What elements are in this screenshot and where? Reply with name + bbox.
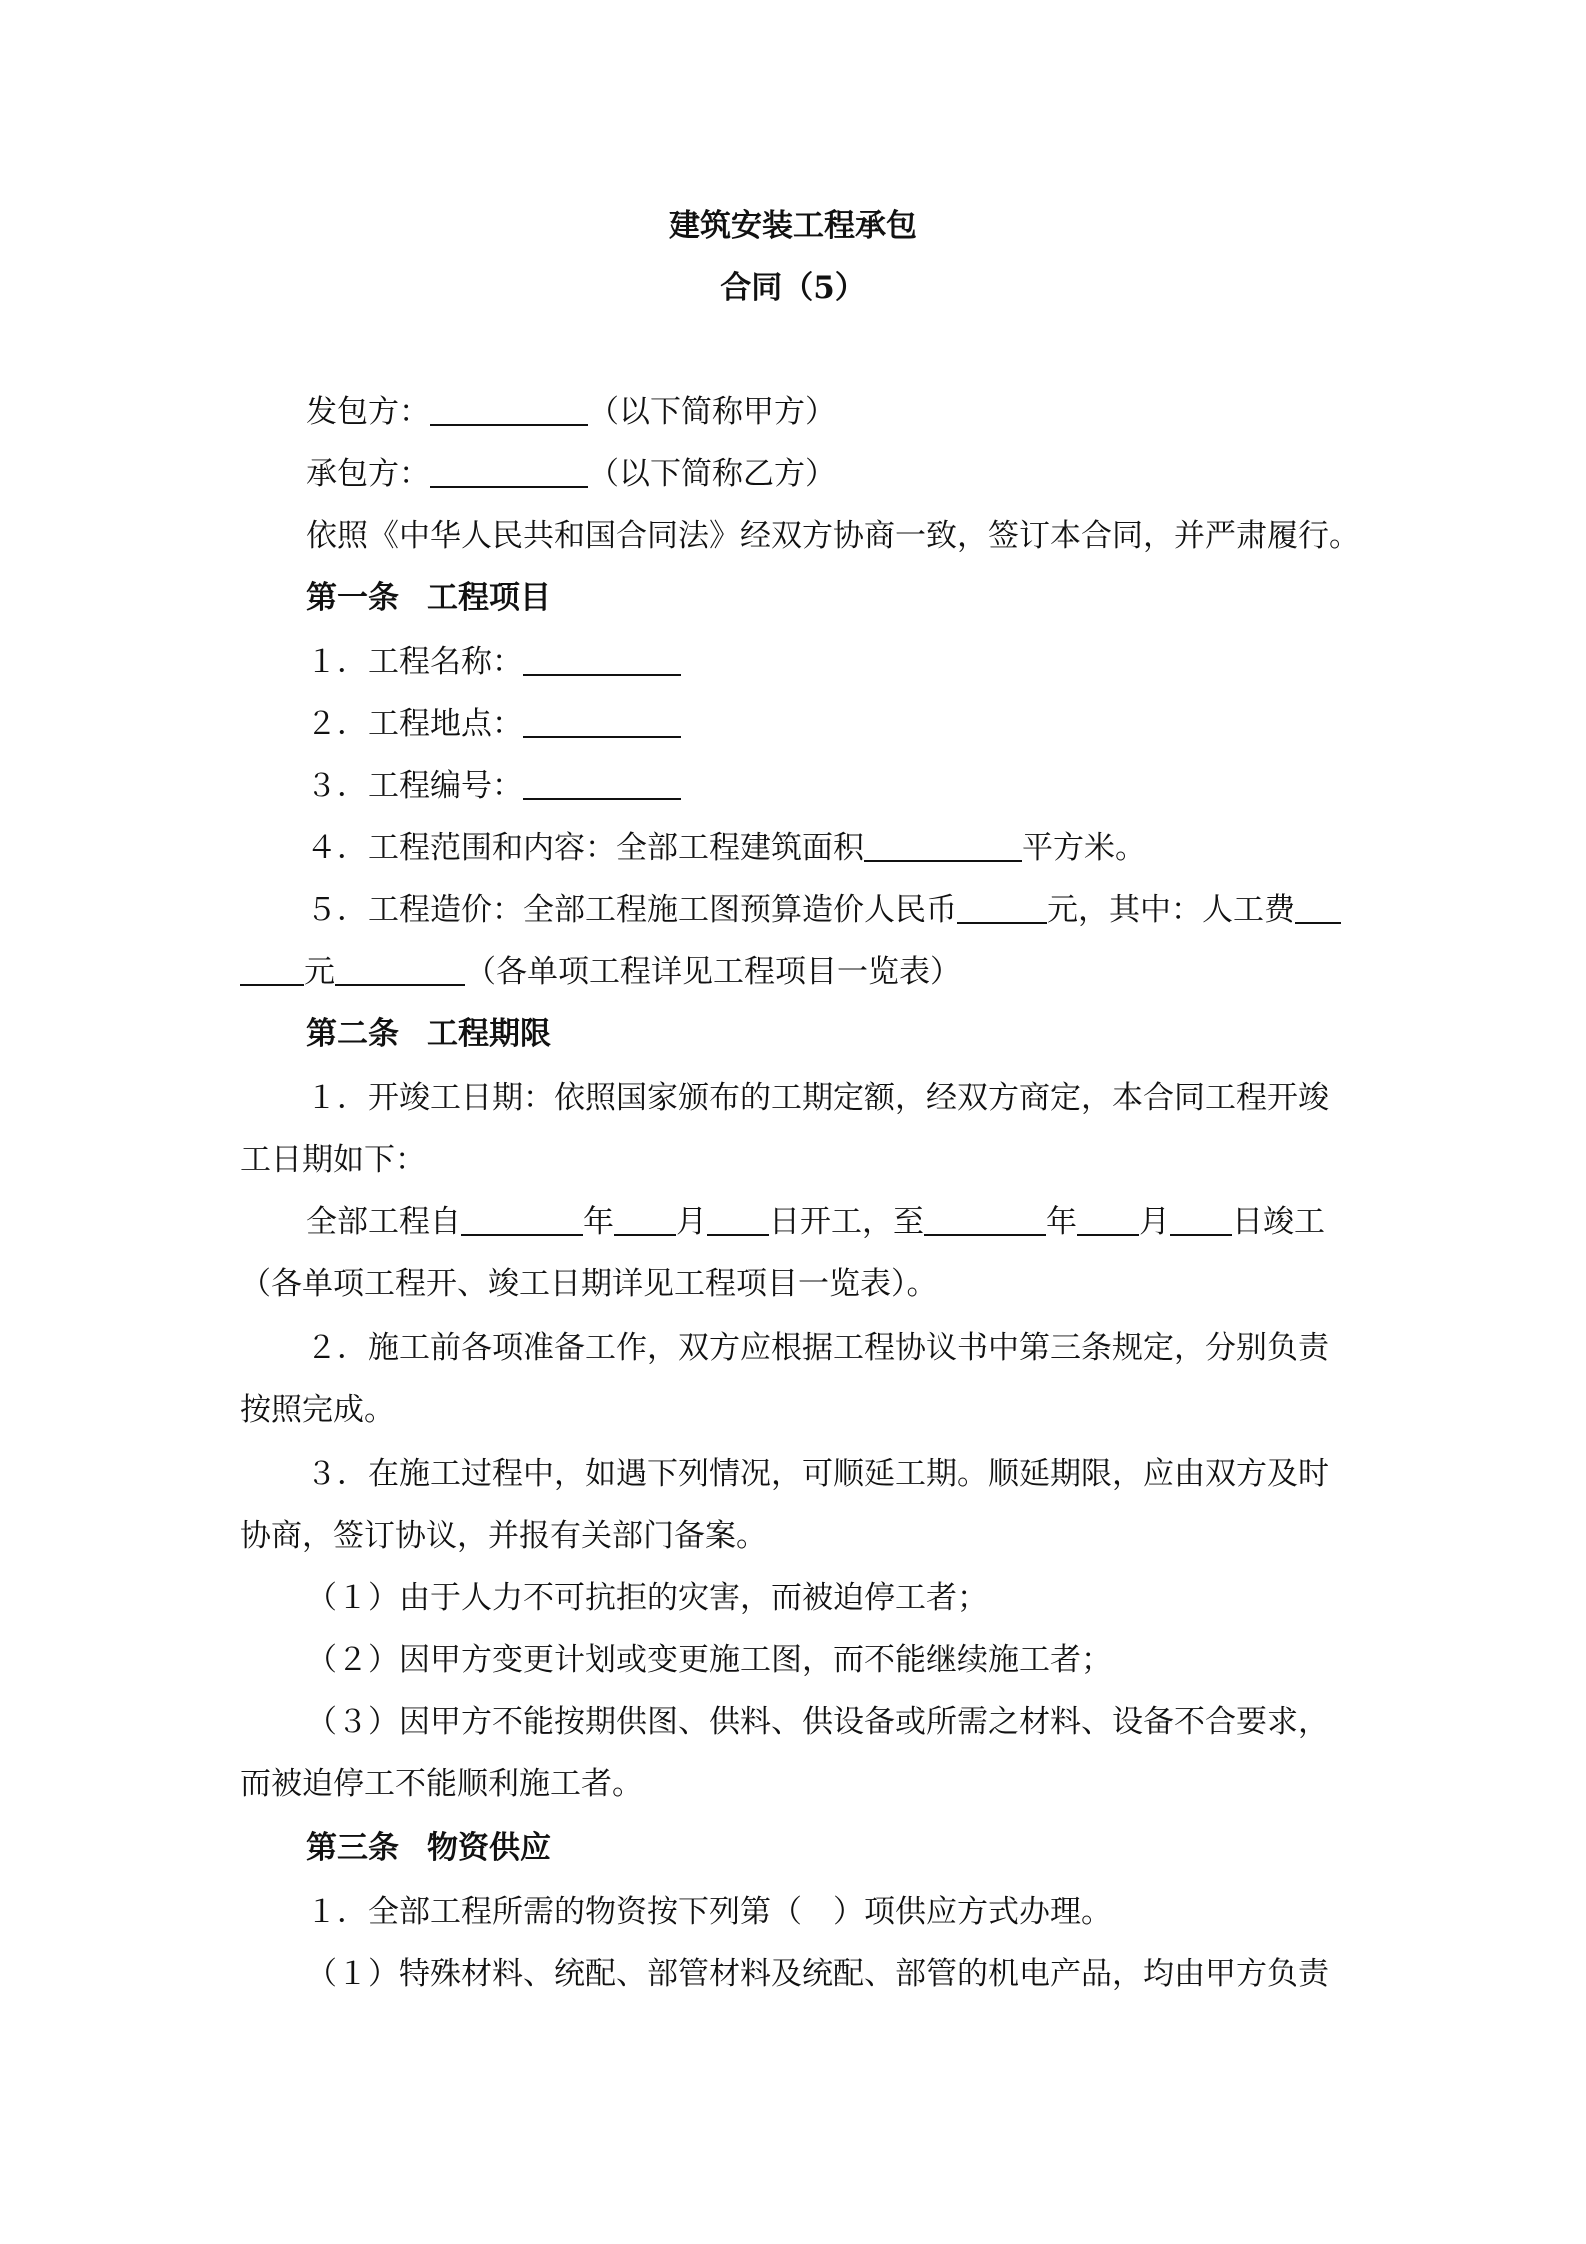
end-year-label: 年 <box>1046 1204 1077 1240</box>
start-month-blank <box>614 1204 676 1236</box>
article2-item2-line2: 按照完成。 <box>240 1392 395 1428</box>
article2-heading-number: 第二条 <box>306 1016 399 1052</box>
end-day-blank <box>1170 1204 1232 1236</box>
project-cost-text: ５．工程造价：全部工程施工图预算造价人民币 <box>306 892 957 928</box>
start-year-blank <box>461 1204 583 1236</box>
total-cost-blank <box>957 892 1047 924</box>
schedule-note: （各单项工程开、竣工日期详见工程项目一览表）。 <box>240 1266 938 1302</box>
project-location-label: ２．工程地点： <box>306 706 523 742</box>
article2-sub2: （２）因甲方变更计划或变更施工图，而不能继续施工者； <box>306 1642 1112 1678</box>
party-b-blank <box>430 456 588 488</box>
article1-heading <box>306 578 551 618</box>
party-a-note: （以下简称甲方） <box>588 394 836 430</box>
floor-area-blank <box>864 830 1022 862</box>
article1-item1 <box>306 642 681 682</box>
article2-item3-line1: ３．在施工过程中，如遇下列情况，可顺延工期。顺延期限，应由双方及时 <box>306 1456 1329 1492</box>
project-number-label: ３．工程编号： <box>306 768 523 804</box>
article2-sub1: （１）由于人力不可抗拒的灾害，而被迫停工者； <box>306 1580 988 1616</box>
end-month-blank <box>1077 1204 1139 1236</box>
project-list-note: （各单项工程详见工程项目一览表） <box>465 954 961 990</box>
project-name-blank <box>523 644 681 676</box>
party-a-label: 发包方： <box>306 394 430 430</box>
article2-item2-line1: ２．施工前各项准备工作，双方应根据工程协议书中第三条规定，分别负责 <box>306 1330 1329 1366</box>
document-title-line2: 合同（5） <box>720 270 866 306</box>
end-year-blank <box>924 1204 1046 1236</box>
start-day-label: 日开工，至 <box>769 1204 924 1240</box>
article1-heading-title: 工程项目 <box>427 580 551 616</box>
other-cost-blank <box>335 954 465 986</box>
article3-heading <box>306 1828 551 1868</box>
labor-cost-unit: 元 <box>304 954 335 990</box>
article2-item1-line2: 工日期如下： <box>240 1142 426 1178</box>
end-day-label: 日竣工 <box>1232 1204 1325 1240</box>
project-number-blank <box>523 768 681 800</box>
project-scope-text: ４．工程范围和内容：全部工程建筑面积 <box>306 830 864 866</box>
article1-item2 <box>306 704 681 744</box>
article2-sub3-line1: （３）因甲方不能按期供图、供料、供设备或所需之材料、设备不合要求， <box>306 1704 1329 1740</box>
article1-heading-number: 第一条 <box>306 580 399 616</box>
project-name-label: １．工程名称： <box>306 644 523 680</box>
article2-item3-line2: 协商，签订协议，并报有关部门备案。 <box>240 1518 767 1554</box>
intro-paragraph: 依照《中华人民共和国合同法》经双方协商一致，签订本合同，并严肃履行。 <box>306 518 1360 554</box>
end-month-label: 月 <box>1139 1204 1170 1240</box>
project-location-blank <box>523 706 681 738</box>
article3-item1: １．全部工程所需的物资按下列第（ ）项供应方式办理。 <box>306 1894 1112 1930</box>
start-year-label: 年 <box>583 1204 614 1240</box>
article3-heading-title: 物资供应 <box>427 1830 551 1866</box>
article1-item3 <box>306 766 681 806</box>
start-day-blank <box>707 1204 769 1236</box>
article1-item4 <box>306 828 1146 868</box>
article2-item1-line1: １．开竣工日期：依照国家颁布的工期定额，经双方商定，本合同工程开竣 <box>306 1080 1329 1116</box>
party-a-line <box>306 392 836 432</box>
labor-cost-blank-end <box>240 954 304 986</box>
article1-item5 <box>306 890 1341 930</box>
party-a-blank <box>430 394 588 426</box>
labor-cost-text: 元，其中：人工费 <box>1047 892 1295 928</box>
party-b-note: （以下简称乙方） <box>588 456 836 492</box>
party-b-label: 承包方： <box>306 456 430 492</box>
article3-sub1: （１）特殊材料、统配、部管材料及统配、部管的机电产品，均由甲方负责 <box>306 1956 1329 1992</box>
article2-sub3-line2: 而被迫停工不能顺利施工者。 <box>240 1766 643 1802</box>
article1-item5-continued <box>240 952 961 992</box>
article3-heading-number: 第三条 <box>306 1830 399 1866</box>
schedule-dates-line <box>306 1202 1325 1242</box>
article2-heading-title: 工程期限 <box>427 1016 551 1052</box>
project-scope-unit: 平方米。 <box>1022 830 1146 866</box>
article2-heading <box>306 1014 551 1054</box>
document-title-line1: 建筑安装工程承包 <box>669 208 917 244</box>
labor-cost-blank-start <box>1295 892 1341 924</box>
party-b-line <box>306 454 836 494</box>
start-month-label: 月 <box>676 1204 707 1240</box>
schedule-prefix: 全部工程自 <box>306 1204 461 1240</box>
